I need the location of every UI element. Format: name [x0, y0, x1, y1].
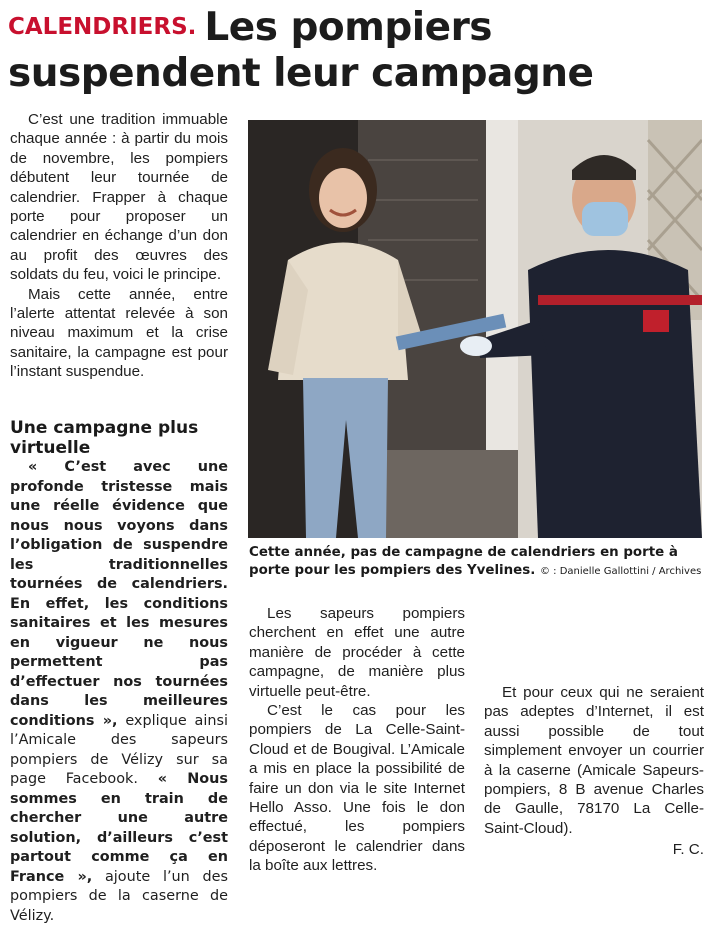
photo-caption [249, 544, 707, 581]
photo-credit: © : Danielle Gallottini / Archives [539, 566, 702, 577]
title: Les pompiers suspendent leur campagne [8, 5, 594, 96]
headline [8, 4, 713, 97]
quote-paragraph [10, 458, 228, 926]
column-2 [249, 604, 465, 876]
col2-paragraph-1: Les sapeurs pompiers cherchent en effet une autre manière de procéder à cette campagne, de manière plus virtuelle peut-être. [249, 605, 465, 700]
quote-attribution-1: explique ainsi l’Amicale des sapeurs pompiers de Vélizy sur sa page Facebook. [10, 712, 228, 787]
intro-paragraph-1: C’est une tradition immuable chaque année : à partir du mois de novembre, les pompiers débutent leur tournée de calendrier. Frapper à chaque porte pour proposer un calendrier en échange d’un don au profit des œuvres des soldats du feu, voici le principe. [10, 111, 228, 284]
col3-paragraph-1: Et pour ceux qui ne seraient pas adeptes d’Internet, il est aussi possible de tout simplement envoyer un courrier à la caserne (Amicale Sapeurs-pompiers, 8 B avenue Charles de Gaulle, 78170 La Celle-Saint-Cloud). [484, 684, 704, 837]
caption-text: Cette année, pas de campagne de calendriers en porte à porte pour les pompiers des Yvelines. [249, 545, 678, 578]
quote-column [10, 458, 228, 926]
column-3 [484, 683, 704, 860]
signature: F. C. [672, 841, 704, 859]
kicker: CALENDRIERS. [8, 14, 197, 40]
quote-attribution-2: ajoute l’un des pompiers de la caserne de Vélizy. [10, 868, 228, 924]
photo [248, 120, 702, 538]
photo-illustration [248, 120, 702, 538]
intro-column [10, 110, 228, 382]
subhead: Une campagne plus virtuelle [10, 418, 199, 458]
quote-part-2: « Nous sommes en train de chercher une autre solution, d’ailleurs c’est partout comme ça en France », [10, 771, 228, 885]
intro-paragraph-2: Mais cette année, entre l’alerte attentat relevée à son niveau maximum et la crise sanitaire, la campagne est pour l’instant suspendue. [10, 285, 228, 381]
col2-paragraph-2: C’est le cas pour les pompiers de La Celle-Saint-Cloud et de Bougival. L’Amicale a mis en place la possibilité de faire un don via le site Internet Hello Asso. Une fois le don effectué, les pompiers déposeront le calendrier dans la boîte aux lettres. [249, 702, 465, 875]
quote-part-1: « C’est avec une profonde tristesse mais une réelle évidence que nous nous voyons dans l’obligation de suspendre les traditionnelles tournées de calendriers. En effet, les conditions sanitaires et les mesures en vigueur ne nous permettent pas d’effectuer nos tournées dans les meilleures conditions », [10, 459, 228, 729]
